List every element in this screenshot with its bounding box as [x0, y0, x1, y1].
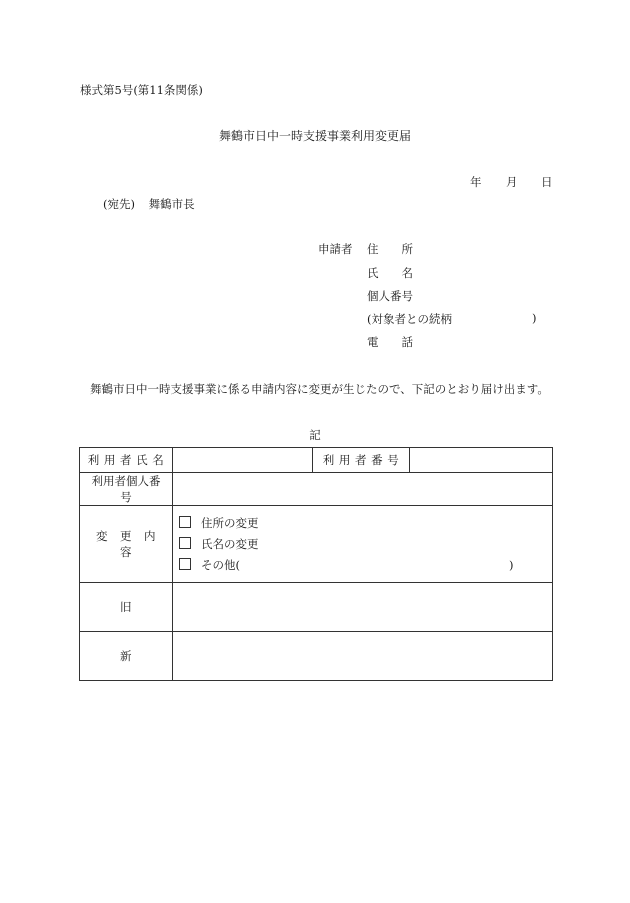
statement-text: 舞鶴市日中一時支援事業に係る申請内容に変更が生じたので、下記のとおり届け出ます。	[90, 382, 549, 396]
option-name-change[interactable]: 氏名の変更	[179, 534, 546, 555]
applicant-relationship-label: (対象者との続柄	[367, 312, 452, 326]
addressee	[103, 196, 195, 212]
user-name-field[interactable]	[173, 448, 313, 473]
checkbox-icon[interactable]	[179, 537, 191, 549]
applicant-relationship-close: )	[532, 311, 537, 325]
change-content-label: 変 更 内 容	[80, 506, 173, 583]
option-other-close: )	[509, 557, 514, 572]
checkbox-icon[interactable]	[179, 516, 191, 528]
addressee-prefix: (宛先)	[103, 197, 135, 211]
checkbox-icon[interactable]	[179, 558, 191, 570]
ki-heading: 記	[309, 428, 321, 442]
date-month-label: 月	[506, 175, 518, 189]
addressee-name: 舞鶴市長	[148, 197, 195, 211]
applicant-phone-label: 電 話	[367, 335, 413, 349]
user-personal-number-field[interactable]	[173, 473, 553, 506]
old-label: 旧	[80, 583, 173, 632]
table-row	[80, 473, 553, 506]
old-value-field[interactable]	[173, 583, 553, 632]
date-year-label: 年	[470, 175, 482, 189]
user-number-label: 利 用 者 番 号	[313, 448, 410, 473]
option-address-change[interactable]: 住所の変更	[179, 513, 546, 534]
user-number-field[interactable]	[410, 448, 553, 473]
new-value-field[interactable]	[173, 632, 553, 681]
change-content-options	[173, 506, 553, 583]
table-row	[80, 583, 553, 632]
applicant-address-label: 住 所	[367, 242, 413, 256]
date-day-label: 日	[541, 175, 553, 189]
option-other-change[interactable]: その他( )	[179, 555, 546, 576]
table-row	[80, 448, 553, 473]
form-title: 舞鶴市日中一時支援事業利用変更届	[218, 129, 411, 143]
user-name-label: 利 用 者 氏 名	[80, 448, 173, 473]
new-label: 新	[80, 632, 173, 681]
applicant-personal-number-label: 個人番号	[367, 289, 413, 303]
change-form-table	[79, 447, 553, 681]
user-personal-number-label: 利用者個人番号	[80, 473, 173, 506]
table-row	[80, 506, 553, 583]
table-row	[80, 632, 553, 681]
applicant-label: 申請者	[318, 242, 353, 256]
applicant-name-label: 氏 名	[367, 266, 413, 280]
form-number: 様式第5号(第11条関係)	[80, 83, 203, 97]
